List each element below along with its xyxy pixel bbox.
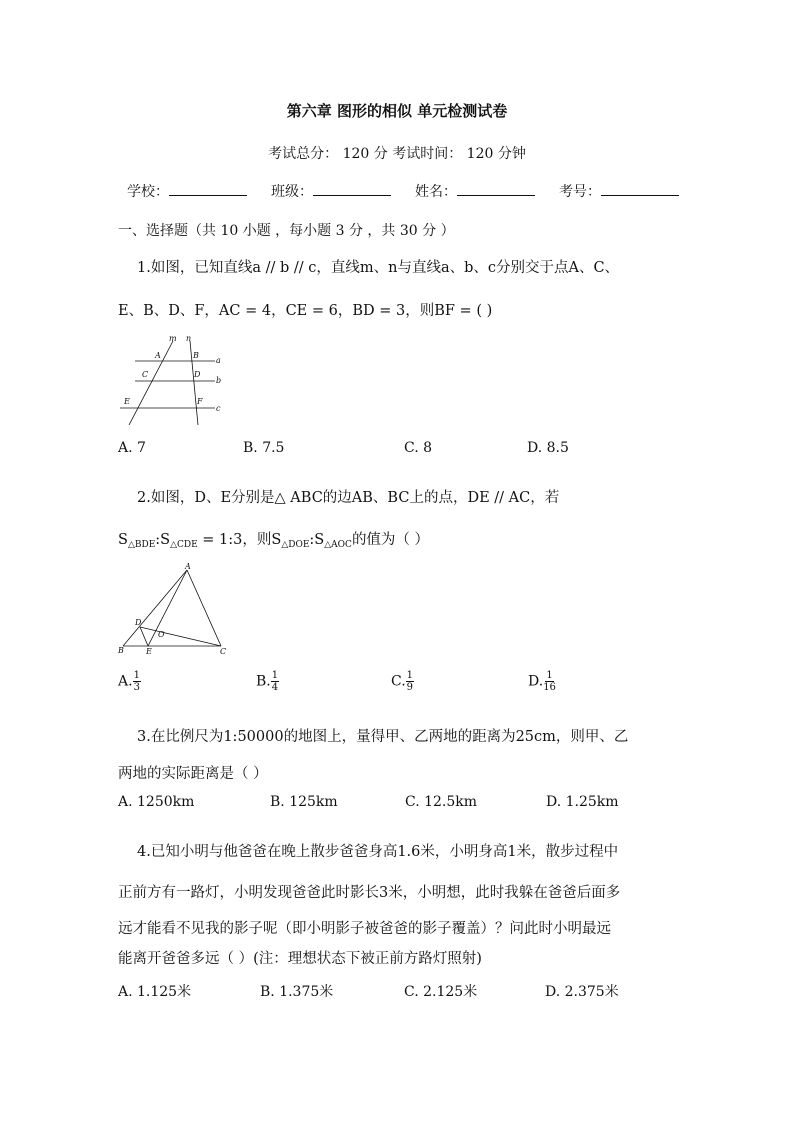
q2-option-c[interactable]: C. $\frac{1}{9}$ bbox=[391, 670, 414, 693]
label-D: D bbox=[194, 370, 201, 379]
label-B: B bbox=[118, 646, 124, 655]
label-C: C bbox=[142, 370, 149, 379]
q2-line1: 2.如图，D、E分别是△ ABC的边AB、BC上的点，DE // AC，若 bbox=[137, 490, 560, 506]
q1-line1: 1.如图，已知直线a // b // c，直线m、n与直线a、b、c分别交于点A、C、 bbox=[137, 260, 620, 276]
q3-line2: 两地的实际距离是（ ） bbox=[118, 766, 268, 782]
line-m bbox=[129, 341, 173, 425]
label-B: B bbox=[193, 351, 199, 360]
q4-line3: 远才能看不见我的影子呢（即小明影子被爸爸的影子覆盖）？问此时小明最远 bbox=[118, 921, 611, 937]
label-n: n bbox=[186, 334, 192, 343]
label-O: O bbox=[158, 630, 165, 639]
label-F: F bbox=[197, 397, 203, 406]
label-c: c bbox=[216, 404, 221, 413]
section-heading: 一、选择题（共 10 小题 ，每小题 3 分 ，共 30 分 ） bbox=[118, 223, 455, 239]
label-A: A bbox=[155, 351, 161, 360]
segment-AE bbox=[148, 570, 187, 646]
q1-option-c[interactable]: C. 8 bbox=[404, 440, 433, 456]
exam-info: 考试总分： 120 分 考试时间： 120 分钟 bbox=[268, 146, 526, 162]
q4-option-c[interactable]: C. 2.125米 bbox=[404, 984, 478, 1000]
q2-option-a[interactable]: A. $\frac{1}{3}$ bbox=[118, 670, 140, 693]
label-b: b bbox=[216, 376, 222, 385]
q2-line2: $S_{\triangle BDE}:S_{\triangle CDE}$ = 1:3，则$S_{\triangle DOE}:S_{\triangle AOC}$的值为（ ） bbox=[118, 532, 430, 550]
q4-option-d[interactable]: D. 2.375米 bbox=[545, 984, 619, 1000]
label-D: D bbox=[135, 618, 142, 627]
q4-line1: 4.已知小明与他爸爸在晚上散步爸爸身高1.6米，小明身高1米，散步过程中 bbox=[137, 844, 619, 860]
q3-option-b[interactable]: B. 125km bbox=[270, 794, 338, 810]
q4-option-a[interactable]: A. 1.125米 bbox=[118, 984, 192, 1000]
class-field[interactable]: 班级： bbox=[271, 181, 391, 201]
q4-option-b[interactable]: B. 1.375米 bbox=[260, 984, 334, 1000]
segment-DC bbox=[140, 627, 221, 646]
q3-option-d[interactable]: D. 1.25km bbox=[546, 794, 619, 810]
q1-option-a[interactable]: A. 7 bbox=[118, 440, 146, 456]
label-C: C bbox=[220, 647, 227, 656]
side-AC bbox=[187, 570, 221, 646]
q2-figure bbox=[115, 560, 235, 660]
class-blank[interactable] bbox=[313, 181, 391, 196]
label-E: E bbox=[124, 397, 130, 406]
q1-option-d[interactable]: D. 8.5 bbox=[527, 440, 569, 456]
page-title: 第六章 图形的相似 单元检测试卷 bbox=[286, 102, 508, 120]
q2-option-d[interactable]: D. $\frac{1}{16}$ bbox=[528, 670, 556, 693]
exam-number-field[interactable]: 考号： bbox=[559, 181, 679, 201]
label-a: a bbox=[216, 356, 221, 365]
exam-number-blank[interactable] bbox=[601, 181, 679, 196]
student-info-row bbox=[127, 181, 679, 201]
school-field[interactable]: 学校： bbox=[127, 181, 247, 201]
name-blank[interactable] bbox=[457, 181, 535, 196]
side-AB bbox=[123, 570, 187, 646]
q4-line2: 正前方有一路灯，小明发现爸爸此时影长3米，小明想，此时我躲在爸爸后面多 bbox=[118, 885, 621, 901]
school-blank[interactable] bbox=[169, 181, 247, 196]
q1-figure bbox=[115, 333, 225, 425]
q1-option-b[interactable]: B. 7.5 bbox=[243, 440, 285, 456]
segment-DE bbox=[140, 627, 148, 646]
label-m: m bbox=[169, 334, 177, 343]
label-E: E bbox=[146, 647, 152, 656]
q4-line4: 能离开爸爸多远（ ）(注：理想状态下被正前方路灯照射) bbox=[118, 951, 482, 967]
q2-option-b[interactable]: B. $\frac{1}{4}$ bbox=[256, 670, 279, 693]
q3-option-a[interactable]: A. 1250km bbox=[118, 794, 195, 810]
label-A: A bbox=[185, 562, 191, 571]
q3-line1: 3.在比例尺为1:50000的地图上，量得甲、乙两地的距离为25cm，则甲、乙 bbox=[137, 729, 629, 745]
q3-option-c[interactable]: C. 12.5km bbox=[405, 794, 478, 810]
name-field[interactable]: 姓名： bbox=[415, 181, 535, 201]
q1-line2: E、B、D、F，AC = 4，CE = 6，BD = 3，则BF = ( ) bbox=[118, 303, 493, 319]
